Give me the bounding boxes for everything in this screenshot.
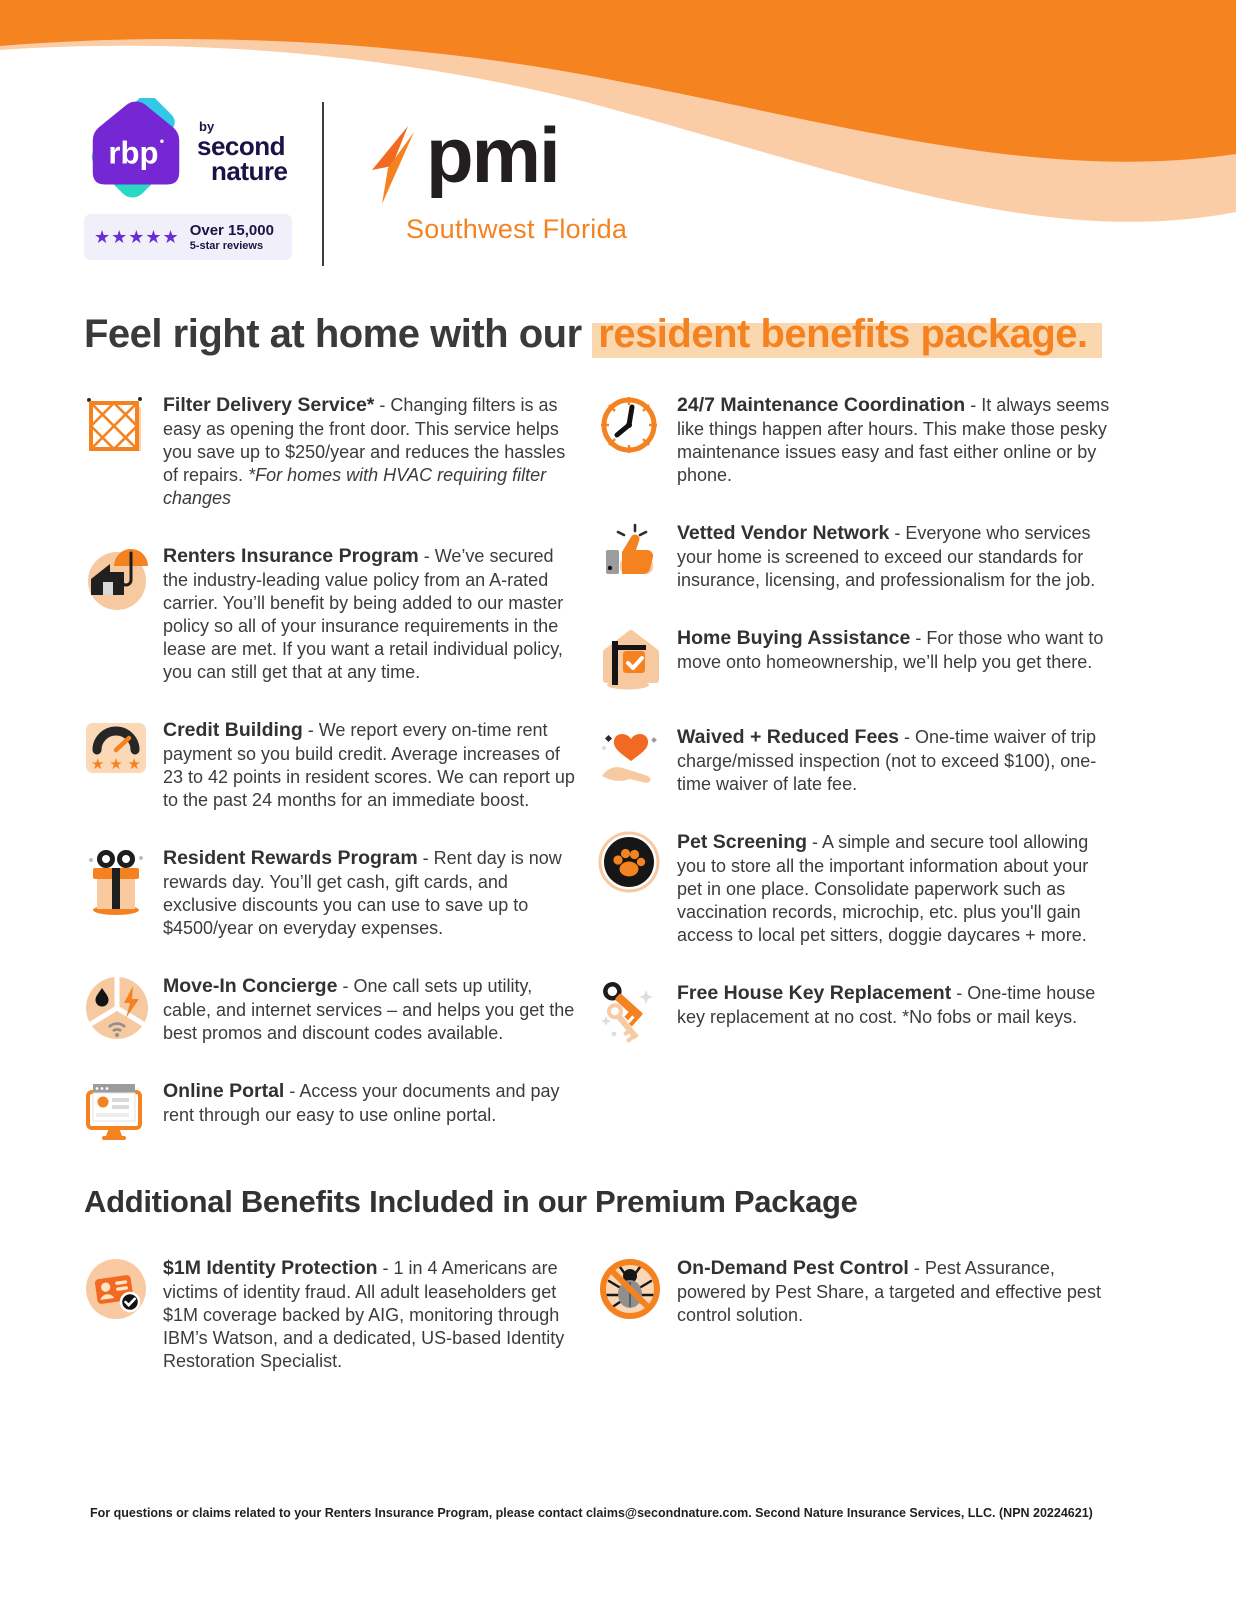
- benefits-section: [84, 393, 1236, 1176]
- headline-prefix: Feel right at home with our: [84, 312, 593, 356]
- svg-text:★ ★ ★: ★ ★ ★: [91, 755, 141, 774]
- benefit-credit-building: [84, 718, 580, 812]
- brand-line-nature: nature: [211, 155, 288, 186]
- benefit-text: Move-In Concierge - One call sets up utility, cable, and internet services – and helps you get the best promos and discount codes available.: [163, 975, 575, 1044]
- benefit-text: Vetted Vendor Network - Everyone who services your home is screened to exceed our standards for insurance, licensing, and professionalism for the job.: [677, 522, 1096, 591]
- online-portal-icon: [84, 1080, 144, 1142]
- benefits-column-right: [598, 393, 1118, 1176]
- thumbs-up-icon: [598, 522, 658, 582]
- header: [0, 0, 1236, 266]
- benefit-move-in-concierge: [84, 974, 580, 1045]
- svg-text:rbp: rbp: [108, 135, 159, 171]
- home-sign-icon: [598, 627, 662, 691]
- benefit-vetted-vendors: [598, 521, 1118, 592]
- benefit-text: Online Portal - Access your documents and pay rent through our easy to use online portal.: [163, 1080, 560, 1126]
- benefit-renters-insurance: [84, 544, 580, 684]
- paw-icon: [598, 831, 660, 893]
- brand-line-second: second: [197, 130, 286, 161]
- key-icon: [598, 982, 660, 1044]
- rbp-logo-icon: [84, 98, 188, 200]
- second-nature-wordmark: [197, 115, 288, 186]
- heart-hand-icon: [598, 726, 662, 784]
- benefit-home-buying: [598, 626, 1118, 691]
- identity-card-icon: [84, 1257, 148, 1321]
- benefit-text: Resident Rewards Program - Rent day is now rewards day. You’ll get cash, gift cards, and exclusive discounts you can use to save up to $4500/year on everyday expenses.: [163, 847, 562, 939]
- footer-disclaimer: For questions or claims related to your Renters Insurance Program, please contact claims@secondnature.com. Second Nature Insurance Services, LLC. (NPN 20224621): [90, 1506, 1093, 1520]
- benefit-maintenance: [598, 393, 1118, 487]
- rbp-brand-block: [84, 98, 296, 260]
- benefit-pest-control: [598, 1256, 1118, 1327]
- benefit-text: On-Demand Pest Control - Pest Assurance, powered by Pest Share, a targeted and effective pest control solution.: [677, 1257, 1101, 1326]
- benefit-pet-screening: [598, 830, 1118, 947]
- benefit-text: $1M Identity Protection - 1 in 4 Americans are victims of identity fraud. All adult leaseholders get $1M coverage backed by AIG, monitoring through IBM’s Watson, and a dedicated, US-based Identity Restoration Specialist.: [163, 1257, 565, 1372]
- pmi-wordmark: pmi: [426, 111, 559, 199]
- benefit-text: Renters Insurance Program - We’ve secured the industry-leading value policy from an A-rated carrier. You’ll benefit by being added to our master policy so all of your insurance requirements in the lease are met. If you want a retail individual policy, you can still get that at any time.: [163, 545, 564, 683]
- pmi-region-label: Southwest Florida: [406, 214, 628, 244]
- benefit-text: Pet Screening - A simple and secure tool allowing you to store all the important information about your pet in one place. Consolidate paperwork such as vaccination records, microchip, etc. plus you'll gain access to local pet sitters, doggie daycares + more.: [677, 831, 1089, 946]
- premium-section: [84, 1256, 1236, 1407]
- benefit-waived-fees: [598, 725, 1118, 796]
- credit-building-icon: [84, 719, 148, 777]
- pest-control-icon: [598, 1257, 662, 1321]
- headline-highlight: resident benefits package.: [592, 312, 1101, 358]
- benefit-text: Home Buying Assistance - For those who want to move onto homeownership, we’ll help you get there.: [677, 627, 1104, 673]
- benefit-key-replacement: [598, 981, 1118, 1044]
- filter-icon: [84, 394, 146, 456]
- benefit-filter-delivery: [84, 393, 580, 510]
- five-stars-icon: ★★★★★: [94, 226, 180, 247]
- benefits-column-left: [84, 393, 580, 1176]
- premium-column-right: [598, 1256, 1118, 1407]
- benefit-identity-protection: [84, 1256, 580, 1373]
- resident-rewards-icon: [84, 847, 148, 917]
- benefit-text: Credit Building - We report every on-time rent payment so you build credit. Average increases of 23 to 42 points in resident scores. We can report up to the past 24 months for an immediate boost.: [163, 719, 575, 811]
- clock-icon: [598, 394, 660, 456]
- benefit-text: Free House Key Replacement - One-time house key replacement at no cost. *No fobs or mail keys.: [677, 982, 1096, 1028]
- premium-section-heading: Additional Benefits Included in our Premium Package: [84, 1184, 858, 1220]
- pmi-brand-block: [362, 98, 627, 245]
- benefit-text: 24/7 Maintenance Coordination - It always seems like things happen after hours. This make those pesky maintenance issues easy and fast either online or by phone.: [677, 394, 1110, 486]
- benefit-text: Waived + Reduced Fees - One-time waiver of trip charge/missed inspection (not to exceed $100), one-time waiver of late fee.: [677, 726, 1097, 795]
- reviews-count: Over 15,000: [189, 222, 274, 239]
- benefit-text: Filter Delivery Service* - Changing filters is as easy as opening the front door. This service helps you save up to $250/year and reduces the hassles of repairs. *For homes with HVAC requiring filter changes: [163, 394, 566, 509]
- pmi-logo-icon: [362, 124, 420, 208]
- logo-divider: [322, 102, 324, 266]
- renters-insurance-icon: [84, 545, 150, 611]
- reviews-badge: [84, 214, 292, 260]
- premium-column-left: [84, 1256, 580, 1407]
- reviews-caption: 5-star reviews: [189, 240, 264, 252]
- benefit-online-portal: [84, 1079, 580, 1142]
- move-in-concierge-icon: [84, 975, 150, 1041]
- page-title: [84, 312, 1236, 357]
- by-label: by: [199, 118, 215, 134]
- benefit-resident-rewards: [84, 846, 580, 940]
